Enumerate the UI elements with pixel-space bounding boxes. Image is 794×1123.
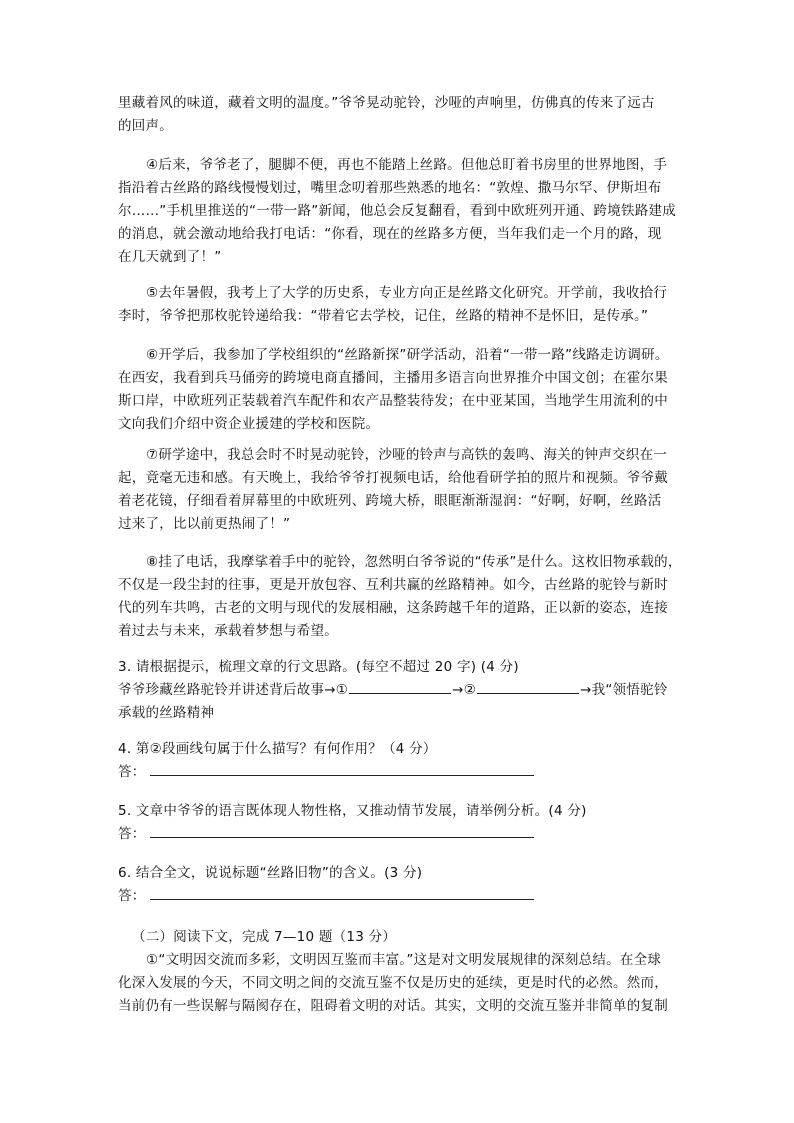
text-line: 在几天就到了！” (118, 249, 222, 265)
text-line: ⑦研学途中，我总会时不时晃动驼铃，沙哑的铃声与高铁的轰鸣、海关的钟声交织在一 (146, 447, 668, 463)
text-line: 的消息，就会激动地给我打电话：“你看，现在的丝路多方便，当年我们走一个月的路，现 (118, 226, 662, 242)
flow-text-1: 爷爷珍藏丝路驼铃并讲述背后故事→① (118, 682, 349, 698)
answer-blank-2[interactable] (477, 679, 579, 694)
text-line: ⑤去年暑假，我考上了大学的历史系，专业方向正是丝路文化研究。开学前，我收拾行 (146, 285, 668, 301)
text-line: 代的列车共鸣，古老的文明与现代的发展相融，这条跨越千年的道路，正以新的姿态，连接 (118, 600, 668, 616)
paragraph-8 (118, 551, 682, 643)
answer-row (118, 761, 678, 784)
text-line: 的回声。 (118, 118, 173, 134)
text-line: 李时，爷爷把那枚驼铃递给我：“带着它去学校，记住，丝路的精神不是怀旧，是传承。” (118, 308, 649, 324)
text-line: 里藏着风的味道，藏着文明的温度。”爷爷晃动驼铃，沙哑的声响里，仿佛真的传来了远古 (118, 95, 655, 111)
text-line: 斯口岸，中欧班列正装载着汽车配件和农产品整装待发；在中亚某国，当地学生用流利的中 (118, 393, 668, 409)
answer-label: 答： (118, 826, 146, 842)
flow-text-3: →我“领悟驼铃 (580, 682, 668, 698)
text-line: 着过去与未来，承载着梦想与希望。 (118, 623, 338, 639)
answer-line[interactable] (150, 885, 534, 900)
flow-text-2: →② (452, 682, 477, 698)
question-line (118, 679, 678, 702)
question-3 (118, 656, 678, 725)
question-stem: 6. 结合全文，说说标题“丝路旧物”的含义。(3 分) (118, 865, 423, 881)
question-line: 承载的丝路精神 (118, 705, 215, 721)
paragraph-5 (118, 282, 678, 328)
answer-row (118, 823, 678, 846)
text-line: 当前仍有一些误解与隔阂存在，阻碍着文明的对话。其实，文明的交流互鉴并非简单的复制 (118, 998, 668, 1014)
paragraph-6 (118, 344, 678, 436)
answer-label: 答： (118, 764, 146, 780)
answer-line[interactable] (150, 823, 534, 838)
text-line: ①“文明因交流而多彩，文明因互鉴而丰富。”这是对文明发展规律的深刻总结。在全球 (146, 952, 662, 968)
section-heading: （二）阅读下文，完成 7—10 题（13 分） (132, 929, 397, 945)
answer-line[interactable] (150, 761, 534, 776)
paragraph-3-tail (118, 92, 678, 138)
question-6 (118, 862, 678, 908)
text-line: 在西安，我看到兵马俑旁的跨境电商直播间，主播用多语言向世界推介中国文创；在霍尔果 (118, 370, 668, 386)
text-line: 不仅是一段尘封的往事，更是开放包容、互利共赢的丝路精神。如今，古丝路的驼铃与新时 (118, 577, 668, 593)
text-line: 着老花镜，仔细看着屏幕里的中欧班列、跨境大桥，眼眶渐渐湿润：“好啊，好啊，丝路活 (118, 493, 662, 509)
paragraph-4 (118, 154, 678, 269)
text-line: ⑥开学后，我参加了学校组织的“丝路新探”研学活动，沿着“一带一路”线路走访调研。 (146, 347, 669, 363)
section-2 (118, 926, 678, 1018)
paragraph-7 (118, 444, 678, 536)
question-4 (118, 738, 678, 784)
text-line: 起，竟毫无违和感。有天晚上，我给爷爷打视频电话，给他看研学拍的照片和视频。爷爷戴 (118, 470, 668, 486)
text-line: ⑧挂了电话，我摩挲着手中的驼铃，忽然明白爷爷说的“传承”是什么。这枚旧物承载的， (146, 554, 682, 570)
text-line: 尔……”手机里推送的“一带一路”新闻，他总会反复翻看，看到中欧班列开通、跨境铁路建成 (118, 203, 676, 219)
question-stem: 3. 请根据提示，梳理文章的行文思路。(每空不超过 20 字) (4 分) (118, 659, 519, 675)
text-line: 文向我们介绍中资企业援建的学校和医院。 (118, 416, 380, 432)
text-line: 化深入发展的今天，不同文明之间的交流互鉴不仅是历史的延续，更是时代的必然。然而， (118, 975, 668, 991)
answer-blank-1[interactable] (349, 679, 451, 694)
answer-row (118, 885, 678, 908)
text-line: 指沿着古丝路的路线慢慢划过，嘴里念叨着那些熟悉的地名：“敦煌、撒马尔罕、伊斯坦布 (118, 180, 662, 196)
text-line: ④后来，爷爷老了，腿脚不便，再也不能踏上丝路。但他总盯着书房里的世界地图，手 (146, 157, 668, 173)
question-stem: 5. 文章中爷爷的语言既体现人物性格，又推动情节发展，请举例分析。(4 分) (118, 803, 587, 819)
answer-label: 答： (118, 888, 146, 904)
question-stem: 4. 第②段画线句属于什么描写？有何作用？（4 分） (118, 741, 437, 757)
text-line: 过来了，比以前更热闹了！” (118, 516, 291, 532)
question-5 (118, 800, 678, 846)
